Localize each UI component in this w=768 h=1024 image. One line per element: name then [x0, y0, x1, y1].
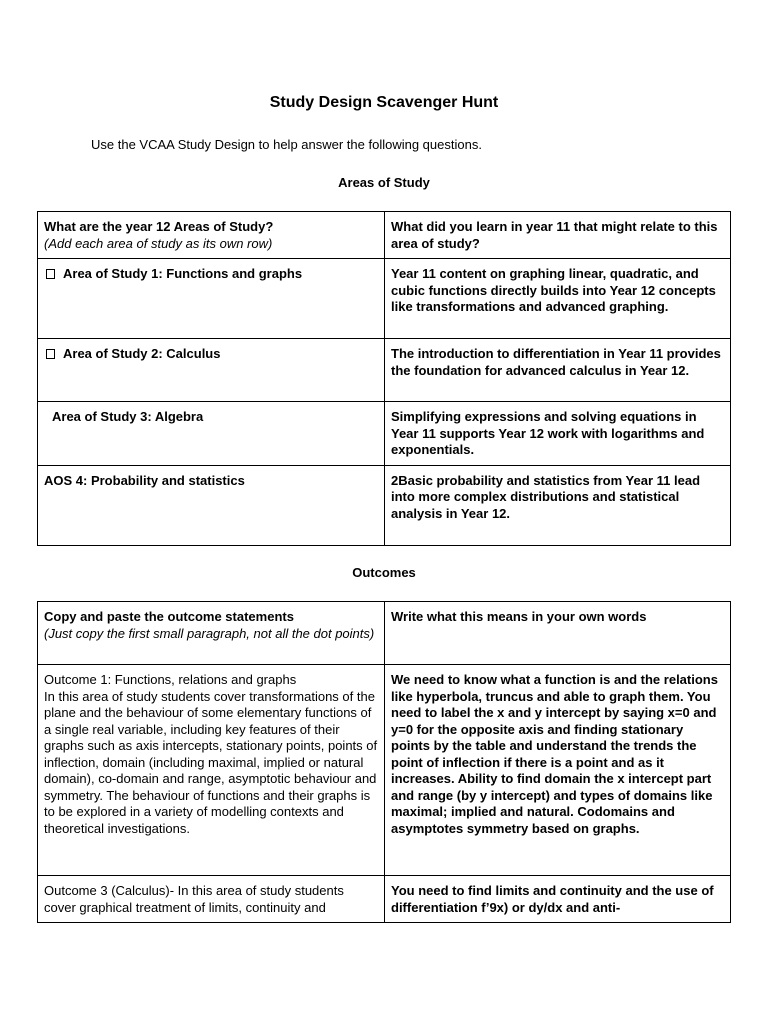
area-name: Area of Study 2: Calculus [63, 346, 221, 361]
table-cell [385, 339, 731, 402]
table-cell [38, 259, 385, 339]
area-learned: Simplifying expressions and solving equations in Year 11 supports Year 12 work with logarithms and exponentials. [391, 409, 705, 457]
areas-heading: Areas of Study [338, 175, 430, 190]
table-row [38, 402, 731, 466]
checkbox-icon [46, 349, 55, 359]
outcome-statement: In this area of study students cover transformations of the plane and the behaviour of some elementary functions of a single real variable, including key features of their graphs such as axis intercepts, stationary points, points of inflection, domain (including maximal, implied or natural domain), co-domain and range, asymptotic behaviour and symmetry. The behaviour of functions and their graphs is to be explored in a variety of modelling contexts and theoretical investigations. [44, 688, 378, 836]
checkbox-icon [46, 269, 55, 279]
area-learned: 2Basic probability and statistics from Year 11 lead into more complex distributions and statistical analysis in Year 12. [391, 472, 701, 521]
table-cell [385, 402, 731, 466]
table-cell [385, 665, 731, 876]
outcomes-heading: Outcomes [352, 565, 416, 580]
outcomes-col1-title: Copy and paste the outcome statements [44, 609, 294, 624]
table-cell [385, 876, 731, 923]
table-row [38, 259, 731, 339]
areas-col1-title: What are the year 12 Areas of Study? [44, 219, 274, 234]
areas-table [37, 211, 731, 546]
area-learned: Year 11 content on graphing linear, quadratic, and cubic functions directly builds into Year 12 concepts like transformations and advanced graphing. [391, 266, 716, 314]
area-name: Area of Study 3: Algebra [52, 409, 204, 424]
outcomes-col1-note: (Just copy the first small paragraph, not all the dot points) [44, 625, 375, 641]
table-row [38, 876, 731, 923]
outcomes-col2-title: Write what this means in your own words [391, 609, 647, 624]
table-cell [38, 665, 385, 876]
area-name: AOS 4: Probability and statistics [44, 472, 245, 488]
outcome-meaning: You need to find limits and continuity and the use of differentiation f’9x) or dy/dx and anti- [391, 883, 714, 915]
area-learned: The introduction to differentiation in Year 11 provides the foundation for advanced calculus in Year 12. [391, 346, 721, 378]
areas-col2-title: What did you learn in year 11 that might relate to this area of study? [391, 219, 718, 251]
areas-col1-note: (Add each area of study as its own row) [44, 235, 273, 251]
table-cell [385, 212, 731, 259]
table-row [38, 602, 731, 665]
table-cell [385, 259, 731, 339]
page-title: Study Design Scavenger Hunt [269, 94, 499, 111]
table-row [38, 339, 731, 402]
outcome-meaning: We need to know what a function is and the relations like hyperbola, truncus and able to graph them. You need to label the x and y intercept by saying x=0 and y=0 for the opposite axis and finding stationary points by the table and understand the trends the point of inflection if there is a point and as it increases. Ability to find domain the x intercept part and range (by y intercept) and types of domains like maximal; implied and natural. Codomains and asymptotes symmetry based on graphs. [391, 672, 718, 836]
table-cell [38, 212, 385, 259]
table-cell [385, 602, 731, 665]
table-cell [38, 465, 385, 545]
table-row [38, 212, 731, 259]
intro-text: Use the VCAA Study Design to help answer the following questions. [91, 137, 482, 152]
table-cell [38, 402, 385, 466]
outcome-statement: Outcome 3 (Calculus)- In this area of study students cover graphical treatment of limits, continuity and [44, 883, 344, 915]
outcomes-table [37, 601, 731, 923]
outcome-title: Outcome 1: Functions, relations and graphs [44, 672, 297, 687]
table-cell [385, 465, 731, 545]
area-name: Area of Study 1: Functions and graphs [63, 266, 303, 281]
table-cell [38, 876, 385, 923]
table-cell [38, 602, 385, 665]
table-row [38, 465, 731, 545]
table-row [38, 665, 731, 876]
table-cell [38, 339, 385, 402]
